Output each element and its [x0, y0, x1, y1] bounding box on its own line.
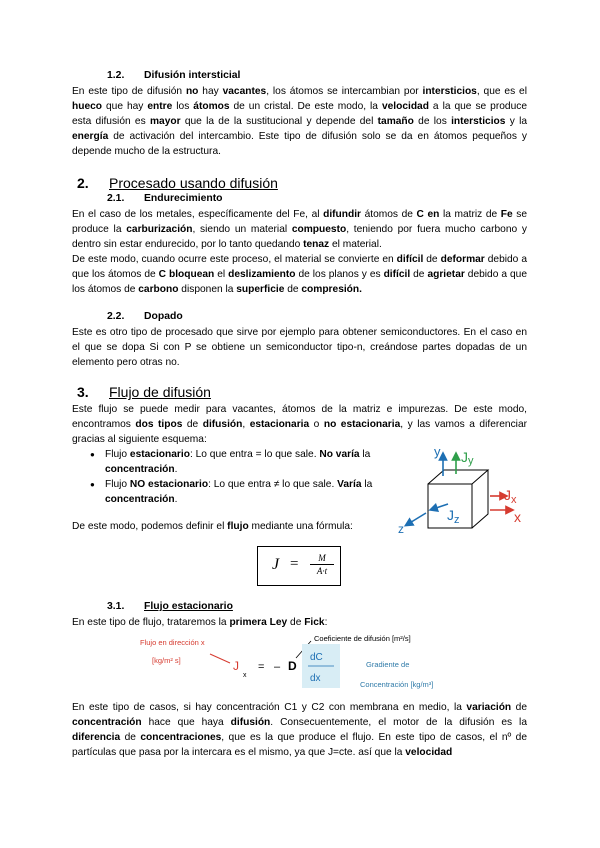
text-run: Flujo	[105, 449, 130, 460]
j-symbol: J	[233, 659, 239, 673]
formula-fraction: M A·t	[310, 553, 334, 576]
bold-text: estacionario	[129, 449, 190, 460]
text-run: de un cristal. De este modo, la	[229, 101, 382, 112]
text-run: : Lo que entra = lo que sale.	[189, 449, 320, 460]
bold-text: velocidad	[381, 101, 429, 112]
bold-text: átomos	[193, 101, 230, 112]
bold-text: NO estacionario	[129, 479, 209, 490]
jx-label: $J_x$	[504, 487, 517, 506]
paragraph-endurecimiento-1	[72, 207, 527, 252]
x-label: x	[514, 509, 521, 525]
bold-text: intersticios	[422, 86, 477, 97]
list-item	[90, 477, 390, 507]
bold-text: No varía	[319, 449, 360, 460]
text-run: de	[511, 702, 527, 713]
text-run: disponen la	[178, 284, 237, 295]
fick-law-figure	[136, 630, 466, 692]
text-run: Este es otro tipo de procesado que sirve por ejemplo para obtener semiconductores. En el caso en el que se dopa Si con P se obtiene un semiconductor tipo-n, creándose partes dopadas de un elemento pero otras no.	[72, 327, 527, 368]
text-run: En este tipo de difusión	[72, 86, 186, 97]
text-run: de	[120, 732, 141, 743]
paragraph-dopado	[72, 325, 527, 370]
bold-text: tamaño	[377, 116, 414, 127]
minus: –	[274, 661, 281, 673]
text-run: de	[423, 254, 441, 265]
flux-units: [kg/m² s]	[152, 656, 181, 665]
bold-text: C bloquean	[158, 269, 215, 280]
paragraph-difusion-intersticial	[72, 84, 527, 159]
section-heading-2-2: 2.2. Dopado	[107, 311, 183, 322]
bold-text: agrietar	[427, 269, 465, 280]
bold-text: flujo	[227, 521, 249, 532]
bullet-list	[90, 447, 390, 507]
text-run: debido a que los átomos de	[72, 254, 527, 280]
coef-label: Coeficiente de difusión [m²/s]	[314, 634, 411, 643]
bold-text: carburización	[126, 224, 193, 235]
bold-text: concentración	[105, 494, 175, 505]
paragraph-fick-explicacion	[72, 700, 527, 760]
text-run: debido a que los átomos de	[72, 269, 527, 295]
bold-text: diferencia	[72, 732, 121, 743]
text-run: , y las vamos a diferenciar gracias al siguiente esquema:	[72, 419, 527, 445]
bold-text: tenaz	[303, 239, 330, 250]
bold-text: velocidad	[405, 747, 453, 758]
text-run: ,	[242, 419, 250, 430]
section-heading-3-1: 3.1. Flujo estacionario	[107, 601, 233, 612]
bold-text: variación	[466, 702, 512, 713]
text-run: que la de la sustitucional y depende del	[180, 116, 378, 127]
bold-text: Fe	[500, 209, 513, 220]
bold-text: Varía	[337, 479, 362, 490]
bold-text: superficie	[236, 284, 285, 295]
bold-text: concentración	[72, 717, 142, 728]
bold-text: deformar	[440, 254, 485, 265]
bold-text: entre	[147, 101, 173, 112]
text-run: Flujo	[105, 479, 130, 490]
text-run: de	[410, 269, 428, 280]
y-label: y	[434, 444, 441, 459]
bold-text: C en	[416, 209, 440, 220]
bold-text: dos tipos	[135, 419, 183, 430]
flux-label: Flujo en dirección x	[140, 638, 205, 647]
paragraph-flujo-estacionario	[72, 615, 527, 630]
text-run: , teniendo por fuera mucho carbono y dentro sin estar endurecido, por lo tanto quedando	[72, 224, 527, 250]
text-run: se produce la	[72, 209, 527, 235]
text-run: que hay	[102, 101, 148, 112]
bold-text: no	[185, 86, 199, 97]
text-run: de los planos y es	[295, 269, 384, 280]
jz-label: $J_z$	[447, 507, 460, 526]
text-run: , que es el	[476, 86, 527, 97]
jz-arrow	[433, 504, 448, 509]
text-run: , los átomos se intercambian por	[266, 86, 423, 97]
text-run: los	[172, 101, 194, 112]
equals: =	[258, 661, 265, 673]
bold-text: carbono	[138, 284, 179, 295]
flux-formula: J = M A·t	[257, 546, 341, 586]
text-run: de	[182, 419, 203, 430]
section-heading-1-2: 1.2. Difusión intersticial	[107, 70, 241, 81]
text-run: .	[174, 464, 178, 475]
list-item	[90, 447, 390, 477]
bold-text: deslizamiento	[228, 269, 296, 280]
text-run: hace que haya	[141, 717, 231, 728]
text-run: . Consecuentemente, el motor de la difusión es la	[270, 717, 527, 728]
text-run: la	[359, 449, 371, 460]
paragraph-definir-flujo	[72, 519, 527, 534]
bold-text: intersticios	[451, 116, 506, 127]
section-heading-3: 3. Flujo de difusión	[77, 384, 211, 400]
text-run: la matriz de	[439, 209, 501, 220]
bold-text: energía	[72, 131, 109, 142]
bold-text: difícil	[396, 254, 424, 265]
section-heading-2: 2. Procesado usando difusión	[77, 175, 278, 191]
text-run: .	[174, 494, 178, 505]
text-run: el	[214, 269, 229, 280]
bold-text: concentración	[105, 464, 175, 475]
text-run: y la	[505, 116, 527, 127]
bold-text: hueco	[72, 101, 103, 112]
text-run: la	[361, 479, 373, 490]
text-run: a la que se produce esta difusión es	[72, 101, 528, 127]
text-run: o	[309, 419, 324, 430]
text-run: , que es la que produce el flujo. En este tipo de casos, el nº de partículas que pasa por la intercara es el mismo, ya que J=cte. así que la	[72, 732, 527, 758]
text-run: De este modo, cuando ocurre este proceso, el material se convierte en	[72, 254, 397, 265]
text-run: Este flujo se puede medir para vacantes, átomos de la matriz e impurezas. De este modo, encontramos	[72, 404, 527, 430]
section-heading-2-1: 2.1. Endurecimiento	[107, 193, 223, 204]
bold-text: estacionaria	[249, 419, 310, 430]
z-label: z	[398, 522, 404, 536]
text-run: átomos de	[361, 209, 417, 220]
bold-text: vacantes	[222, 86, 267, 97]
bold-text: difundir	[323, 209, 362, 220]
text-run: : Lo que entra ≠ lo que sale.	[208, 479, 338, 490]
bold-text: difusión	[230, 717, 271, 728]
text-run: :	[324, 617, 328, 628]
text-run: En este tipo de flujo, trataremos la	[72, 617, 230, 628]
text-run: de activación del intercambio. Este tipo de difusión solo se da en átomos pequeños y depende mucho de la estructura.	[72, 131, 527, 157]
bold-text: no estacionaria	[323, 419, 401, 430]
dc-symbol: dC	[310, 652, 323, 663]
text-run: En el caso de los metales, específicamente del Fe, al	[72, 209, 324, 220]
text-run: el material.	[329, 239, 382, 250]
text-run: de	[284, 284, 302, 295]
gradient-label-1: Gradiente de	[366, 660, 410, 669]
bold-text: mayor	[149, 116, 181, 127]
d-symbol: D	[288, 659, 297, 673]
bold-text: Fick	[304, 617, 325, 628]
text-run: de	[287, 617, 305, 628]
jy-label: Jy	[461, 449, 474, 467]
bold-text: compuesto	[291, 224, 347, 235]
bold-text: concentraciones	[140, 732, 222, 743]
dx-symbol: dx	[310, 673, 321, 684]
bold-text: difusión	[202, 419, 243, 430]
bold-text: primera Ley	[229, 617, 288, 628]
paragraph-endurecimiento-2	[72, 252, 527, 297]
bold-text: compresión.	[301, 284, 362, 295]
text-run: de los	[413, 116, 452, 127]
text-run: , siendo un material	[192, 224, 292, 235]
text-run: hay	[198, 86, 223, 97]
text-run: mediante una fórmula:	[248, 521, 353, 532]
j-subscript: x	[243, 672, 247, 679]
gradient-label-2: Concentración [kg/m³]	[360, 680, 434, 689]
text-run: De este modo, podemos definir el	[72, 521, 228, 532]
bold-text: difícil	[383, 269, 411, 280]
text-run: En este tipo de casos, si hay concentración C1 y C2 con membrana en medio, la	[72, 702, 467, 713]
